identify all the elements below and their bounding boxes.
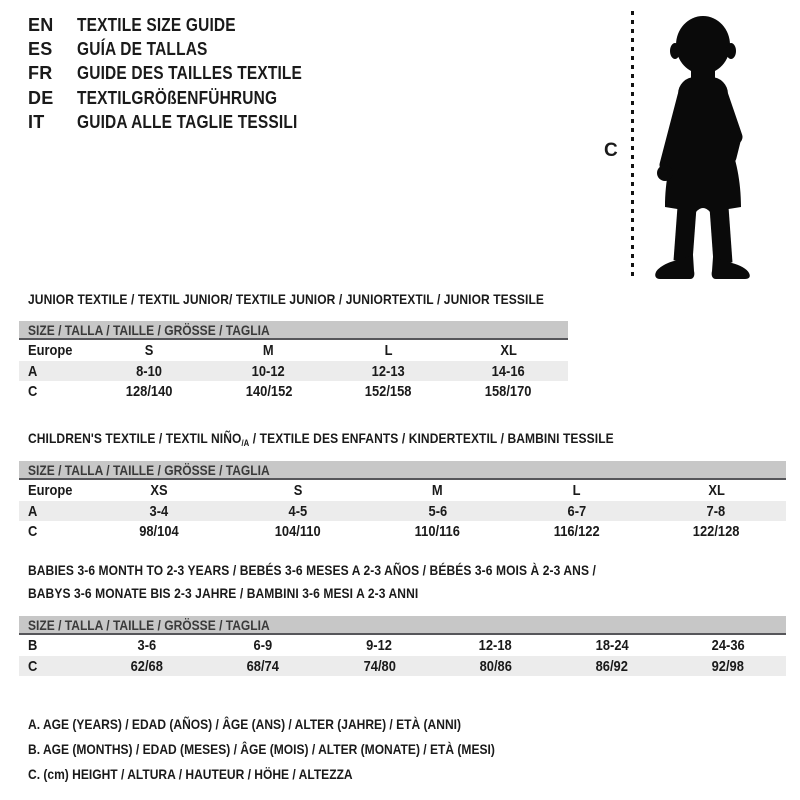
age-cell: 18-24: [595, 636, 629, 654]
row-label: A: [28, 502, 38, 520]
height-cell: 62/68: [130, 657, 164, 675]
height-cell: 122/128: [692, 523, 740, 541]
size-cell: XL: [708, 481, 725, 499]
age-cell: 3-6: [137, 636, 157, 654]
height-cell: 98/104: [138, 523, 179, 541]
age-cell: 5-6: [428, 502, 447, 520]
legend-footnotes: [28, 711, 571, 787]
height-cell: 68/74: [247, 657, 280, 675]
table-row-height-cm: [19, 521, 786, 542]
height-cell: 140/152: [245, 383, 292, 401]
size-cell: XS: [150, 481, 168, 499]
language-code: IT: [28, 112, 45, 133]
language-row-en: [28, 13, 339, 37]
age-cell: 24-36: [711, 636, 745, 654]
language-row-fr: [28, 62, 339, 86]
toddler-silhouette-icon: [644, 9, 764, 281]
row-label: C: [28, 657, 38, 675]
table-row-europe: [19, 340, 568, 361]
guide-title-en: TEXTILE SIZE GUIDE: [77, 14, 236, 35]
babies-title-line2: BABYS 3-6 MONATE BIS 2-3 JAHRE / BAMBINI 3-6 MESI A 2-3 ANNI: [28, 585, 419, 601]
height-cell: 86/92: [595, 657, 628, 675]
language-code: DE: [28, 87, 54, 108]
footnote-b-age-months: B. AGE (MONTHS) / EDAD (MESES) / ÂGE (MOIS) / ALTER (MONATE) / ETÀ (MESI): [28, 740, 495, 757]
height-measure-label: C: [604, 140, 618, 161]
language-title-list: [28, 13, 339, 135]
table-row-height-cm: [19, 381, 568, 402]
guide-title-it: GUIDA ALLE TAGLIE TESSILI: [77, 112, 298, 133]
junior-size-table: [19, 321, 568, 402]
height-cell: 152/158: [365, 383, 412, 401]
footnote-a-age-years: A. AGE (YEARS) / EDAD (AÑOS) / ÂGE (ANS) / ALTER (JAHRE) / ETÀ (ANNI): [28, 715, 461, 732]
babies-title-line1: BABIES 3-6 MONTH TO 2-3 YEARS / BEBÉS 3-6 MESES A 2-3 AÑOS / BÉBÉS 3-6 MOIS À 2-3 ANS /: [28, 562, 596, 578]
height-cell: 128/140: [125, 383, 173, 401]
row-label: C: [28, 523, 38, 541]
row-label: A: [28, 362, 38, 380]
section-title-babies: [28, 559, 688, 605]
guide-title-fr: GUIDE DES TAILLES TEXTILE: [77, 63, 303, 84]
height-cell: 158/170: [484, 383, 532, 401]
row-label: Europe: [28, 341, 73, 359]
section-title-junior: JUNIOR TEXTILE / TEXTIL JUNIOR/ TEXTILE JUNIOR / JUNIORTEXTIL / JUNIOR TESSILE: [28, 291, 545, 307]
size-cell: XL: [499, 341, 517, 359]
guide-title-es: GUÍA DE TALLAS: [77, 39, 208, 60]
age-cell: 12-18: [479, 636, 513, 654]
height-cell: 104/110: [275, 523, 322, 541]
size-header-band: SIZE / TALLA / TAILLE / GRÖSSE / TAGLIA: [19, 461, 786, 480]
size-header-band: SIZE / TALLA / TAILLE / GRÖSSE / TAGLIA: [19, 616, 786, 635]
age-cell: 9-12: [366, 636, 393, 654]
height-cell: 74/80: [363, 657, 396, 675]
title-subscript: /A: [241, 438, 250, 448]
age-cell: 12-13: [371, 362, 405, 380]
language-row-de: [28, 86, 339, 110]
row-label: C: [28, 383, 38, 401]
age-cell: 14-16: [491, 362, 525, 380]
row-label: B: [28, 636, 38, 654]
language-code: ES: [28, 39, 53, 60]
babies-size-table: [19, 616, 786, 676]
size-cell: M: [263, 341, 274, 359]
table-row-age-years: [19, 501, 786, 522]
size-header-band: SIZE / TALLA / TAILLE / GRÖSSE / TAGLIA: [19, 321, 568, 340]
age-cell: 6-7: [567, 502, 587, 520]
height-cell: 116/122: [553, 523, 600, 541]
age-cell: 3-4: [149, 502, 169, 520]
language-code: EN: [28, 14, 54, 35]
table-row-age-years: [19, 361, 568, 382]
childrens-size-table: [19, 461, 786, 542]
height-cell: 110/116: [414, 523, 461, 541]
row-label: Europe: [28, 481, 73, 499]
height-cell: 92/98: [711, 657, 745, 675]
size-cell: L: [572, 481, 581, 499]
language-code: FR: [28, 63, 53, 84]
language-row-es: [28, 37, 339, 61]
size-cell: L: [384, 341, 393, 359]
size-cell: M: [432, 481, 443, 499]
table-row-age-months: [19, 635, 786, 656]
age-cell: 10-12: [252, 362, 286, 380]
height-cell: 80/86: [479, 657, 512, 675]
table-row-europe: [19, 480, 786, 501]
table-row-height-cm: [19, 656, 786, 677]
age-cell: 8-10: [135, 362, 162, 380]
age-cell: 7-8: [707, 502, 726, 520]
section-title-childrens: CHILDREN'S TEXTILE / TEXTIL $NIÑO_{/A}$ / TEXTILE DES ENFANTS / KINDERTEXTIL / BAMBINI TESSILE: [28, 430, 614, 448]
language-row-it: [28, 111, 339, 135]
height-measure-dashed-line: [631, 11, 634, 278]
age-cell: 6-9: [253, 636, 273, 654]
guide-title-de: TEXTILGRÖßENFÜHRUNG: [77, 87, 278, 108]
age-cell: 4-5: [288, 502, 308, 520]
size-cell: S: [144, 341, 154, 359]
footnote-c-height-cm: C. (cm) HEIGHT / ALTURA / HAUTEUR / HÖHE / ALTEZZA: [28, 765, 353, 782]
size-cell: S: [293, 481, 303, 499]
